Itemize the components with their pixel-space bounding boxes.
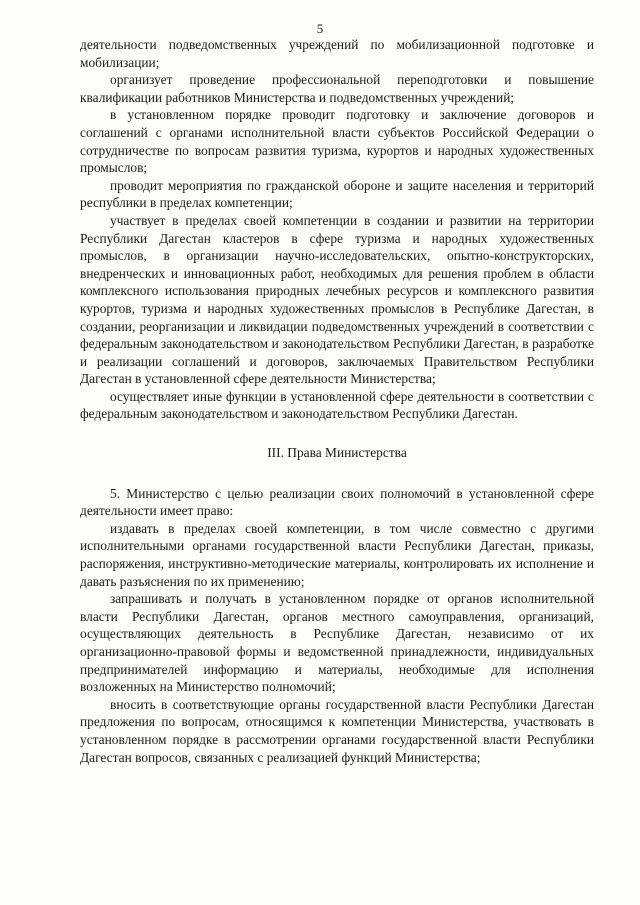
section-rights	[80, 485, 594, 767]
paragraph: вносить в соответствующие органы государственной власти Республики Дагестан предложения по вопросам, относящимся к компетенции Министерства, участвовать в установленном порядке в рассмотрении органами государственной власти Республики Дагестан вопросов, связанных с реализацией функций Министерства;	[80, 696, 594, 765]
paragraph: 5. Министерство с целью реализации своих полномочий в установленной сфере деятельности имеет право:	[80, 485, 594, 519]
page-number: 5	[316, 21, 324, 36]
paragraph: запрашивать и получать в установленном порядке от органов исполнительной власти Республики Дагестан, органов местного самоуправления, организаций, осуществляющих деятельность в Республике Дагестан, независимо от их организационно-правовой формы и ведомственной принадлежности, индивидуальных предпринимателей информацию и материалы, необходимые для исполнения возложенных на Министерство полномочий;	[80, 591, 594, 695]
paragraph: деятельности подведомственных учреждений по мобилизационной подготовке и мобилизации;	[80, 37, 594, 70]
section-heading: III. Права Министерства	[267, 445, 407, 461]
section-functions-continued	[80, 36, 594, 423]
paragraph: издавать в пределах своей компетенции, в том числе совместно с другими исполнительными органами государственной власти Республики Дагестан, приказы, распоряжения, инструктивно-методические материалы, контролировать их исполнение и давать разъяснения по их применению;	[80, 520, 594, 589]
paragraph: организует проведение профессиональной переподготовки и повышение квалификации работников Министерства и подведомственных учреждений;	[80, 72, 594, 105]
paragraph: осуществляет иные функции в установленной сфере деятельности в соответствии с федеральным законодательством и законодательством Республики Дагестан.	[80, 388, 594, 422]
document-body	[80, 36, 594, 766]
paragraph: участвует в пределах своей компетенции в создании и развитии на территории Республики Дагестан кластеров в сфере туризма и народных художественных промыслов, в организации научно-исследовательских, опытно-конструкторских, внедренческих и инновационных работ, необходимых для решения проблем в области комплексного использования природных лечебных ресурсов и комплексного развития курортов, туризма и народных художественных промыслов в Республике Дагестан, в создании, реорганизации и ликвидации подведомственных учреждений в соответствии с федеральным законодательством и законодательством Республики Дагестан, в разработке и реализации соглашений и договоров, заключаемых Правительством Республики Дагестан в установленной сфере деятельности Министерства;	[80, 212, 594, 387]
paragraph: проводит мероприятия по гражданской обороне и защите населения и территорий республики в пределах компетенции;	[80, 177, 594, 211]
paragraph: в установленном порядке проводит подготовку и заключение договоров и соглашений с органами исполнительной власти субъектов Российской Федерации о сотрудничестве по вопросам развития туризма, курортов и народных художественных промыслов;	[80, 107, 594, 176]
